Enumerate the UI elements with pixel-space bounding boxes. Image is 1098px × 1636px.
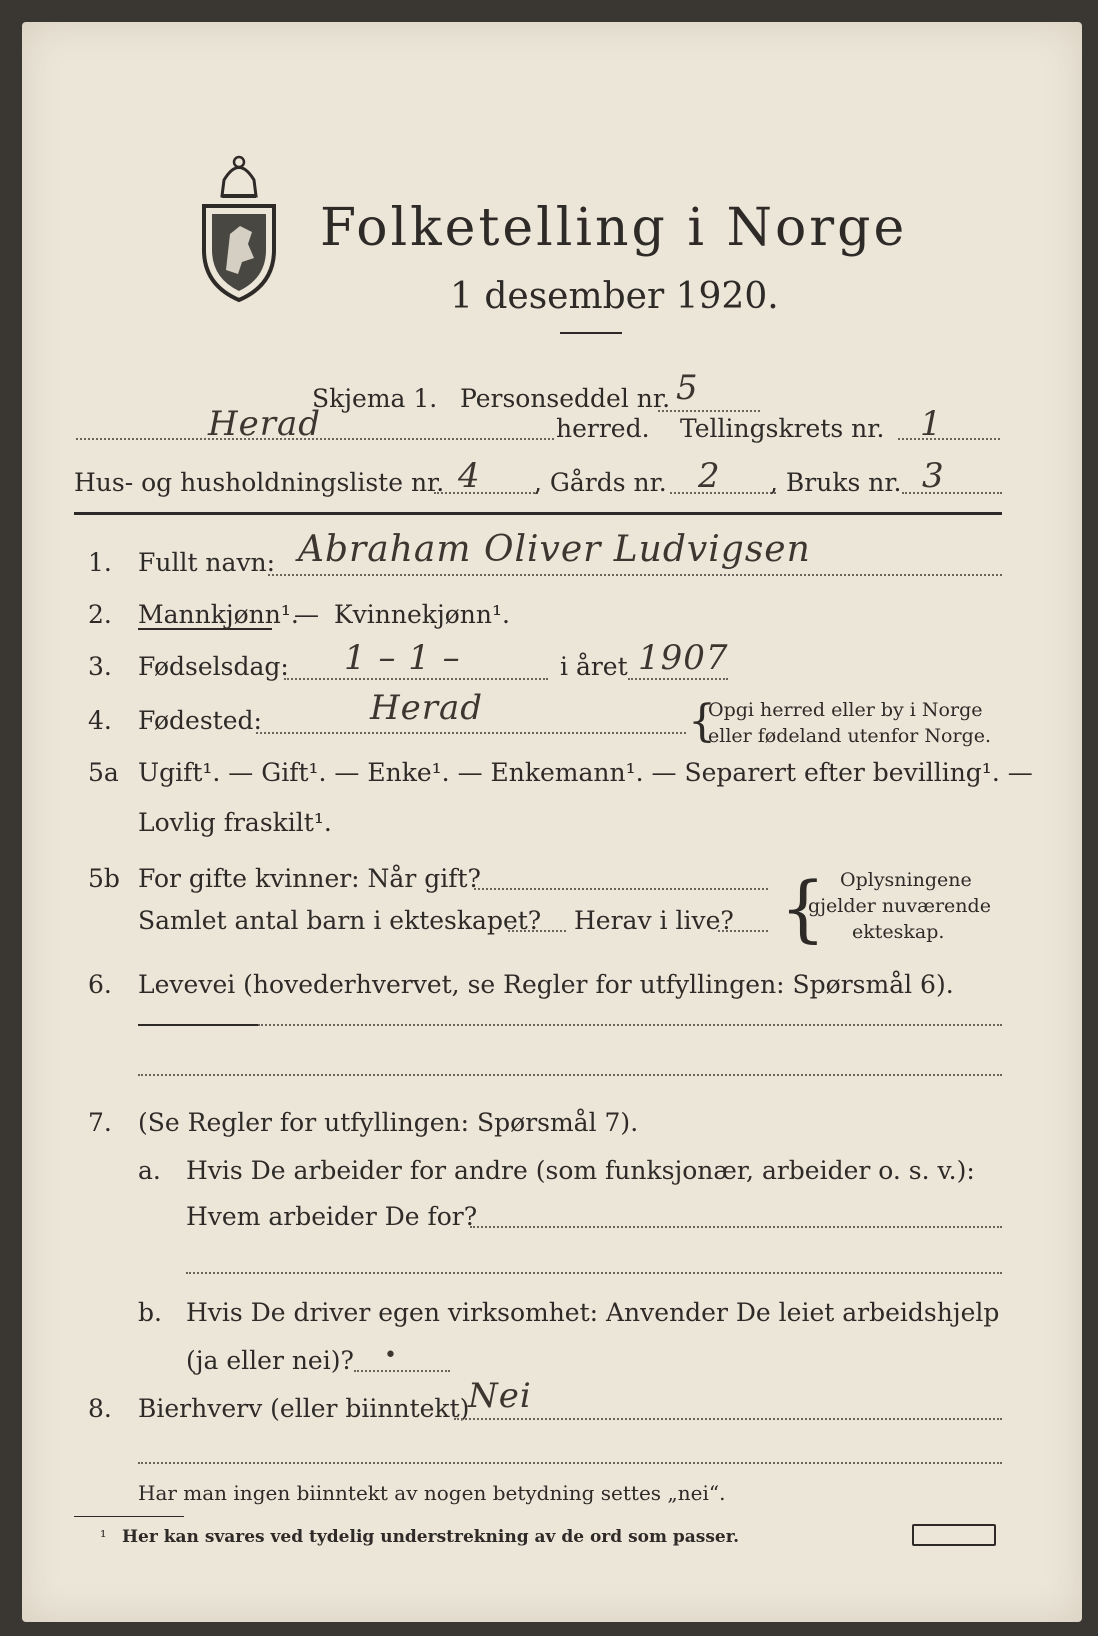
q7-number: 7. — [88, 1108, 112, 1137]
q5b-alive-line — [718, 930, 768, 932]
husholdningsliste-label: Hus- og husholdningsliste nr. — [74, 468, 445, 497]
q7b-line2: (ja eller nei)? — [186, 1346, 354, 1375]
bruks-value[interactable]: 3 — [922, 456, 945, 496]
q6-line1-solid — [138, 1024, 258, 1026]
male-underline — [138, 628, 272, 630]
year-line — [628, 678, 728, 680]
q1-number: 1. — [88, 548, 112, 577]
q3-number: 3. — [88, 652, 112, 681]
q5b-when-married: For gifte kvinner: Når gift? — [138, 864, 481, 893]
bruks-line — [902, 492, 1002, 494]
title-divider — [560, 332, 622, 334]
q5b-children-line — [508, 930, 566, 932]
coat-of-arms-icon — [194, 150, 284, 304]
herred-value[interactable]: Herad — [208, 404, 322, 444]
q5b-note-line1: Oplysningene — [840, 869, 972, 891]
q1-line — [268, 574, 1002, 576]
q8-number: 8. — [88, 1394, 112, 1423]
q3-label: Fødselsdag: — [138, 652, 289, 681]
q7b-answer-value[interactable]: • — [384, 1343, 398, 1368]
q2-number: 2. — [88, 600, 112, 629]
q5b-children-label: Samlet antal barn i ekteskapet? — [138, 906, 542, 935]
footnote-divider — [74, 1516, 184, 1517]
q6-number: 6. — [88, 970, 112, 999]
tellingskrets-value[interactable]: 1 — [920, 404, 943, 444]
q4-line — [256, 732, 686, 734]
full-name-value[interactable]: Abraham Oliver Ludvigsen — [298, 529, 811, 570]
q4-note-line2: eller fødeland utenfor Norge. — [708, 725, 992, 747]
bruks-label: , Bruks nr. — [770, 468, 902, 497]
personseddel-line — [658, 410, 760, 412]
q7b-letter: b. — [138, 1298, 162, 1327]
q8-label: Bierhverv (eller biinntekt) — [138, 1394, 470, 1423]
q4-label: Fødested: — [138, 706, 262, 735]
q2-dash: — — [294, 600, 319, 629]
birthplace-value[interactable]: Herad — [370, 688, 484, 728]
side-income-value[interactable]: Nei — [468, 1376, 532, 1416]
q6-label: Levevei (hovederhvervet, se Regler for utfyllingen: Spørsmål 6). — [138, 970, 954, 999]
personseddel-value[interactable]: 5 — [676, 368, 699, 408]
q5b-number: 5b — [88, 864, 120, 893]
q4-brace: { — [688, 696, 716, 747]
gards-label: , Gårds nr. — [534, 468, 667, 497]
gards-value[interactable]: 2 — [698, 456, 721, 496]
q4-note-line1: Opgi herred eller by i Norge — [708, 699, 983, 721]
printer-stamp — [912, 1524, 996, 1546]
footnote-mark: ¹ — [100, 1527, 107, 1546]
herred-label: herred. — [556, 414, 650, 443]
q7b-answer-line — [354, 1370, 450, 1372]
marital-status-options[interactable]: Ugift¹. — Gift¹. — Enke¹. — Enkemann¹. — Separert efter bevilling¹. — — [138, 758, 1033, 787]
q7a-line2: Hvem arbeider De for? — [186, 1202, 478, 1231]
q5b-note-line2: gjelder nuværende — [808, 895, 991, 917]
q8-line — [454, 1418, 1002, 1420]
tellingskrets-label: Tellingskrets nr. — [680, 414, 885, 443]
q5b-note-line3: ekteskap. — [852, 921, 945, 943]
q7a-line1: Hvis De arbeider for andre (som funksjonær, arbeider o. s. v.): — [186, 1156, 975, 1185]
female-option[interactable]: Kvinnekjønn¹. — [334, 600, 510, 629]
census-date: 1 desember 1920. — [450, 276, 779, 317]
q5a-number: 5a — [88, 758, 119, 787]
footnote-text: Her kan svares ved tydelig understrekning av de ord som passer. — [122, 1527, 740, 1547]
q1-label: Fullt navn: — [138, 548, 276, 577]
q5b-brace: { — [780, 866, 826, 950]
q5b-alive-label: Herav i live? — [574, 906, 734, 935]
income-note: Har man ingen biinntekt av nogen betydning settes „nei“. — [138, 1481, 726, 1505]
q6-line2 — [138, 1074, 1002, 1076]
q7a-answer-line1 — [470, 1226, 1002, 1228]
schema-label: Skjema 1. — [312, 384, 438, 413]
husholdningsliste-value[interactable]: 4 — [458, 456, 481, 496]
male-option[interactable]: Mannkjønn¹. — [138, 600, 299, 629]
page-title: Folketelling i Norge — [320, 198, 908, 258]
q7-label: (Se Regler for utfyllingen: Spørsmål 7). — [138, 1108, 639, 1137]
divorced-option[interactable]: Lovlig fraskilt¹. — [138, 808, 332, 837]
q5b-when-line — [474, 888, 768, 890]
header-divider — [74, 512, 1002, 515]
q4-number: 4. — [88, 706, 112, 735]
q8-line2 — [138, 1462, 1002, 1464]
year-label: i året — [560, 652, 628, 681]
q3-line — [284, 678, 548, 680]
husholdningsliste-line — [434, 492, 538, 494]
gards-line — [670, 492, 776, 494]
q7a-letter: a. — [138, 1156, 161, 1185]
birthday-value[interactable]: 1 – 1 – — [344, 638, 461, 678]
census-form — [22, 22, 1082, 1622]
personseddel-label: Personseddel nr. — [460, 384, 671, 413]
q7a-answer-line2 — [186, 1272, 1002, 1274]
tellingskrets-line — [898, 438, 1000, 440]
birth-year-value[interactable]: 1907 — [638, 638, 729, 678]
q6-line1 — [258, 1024, 1002, 1026]
q7b-line1: Hvis De driver egen virksomhet: Anvender De leiet arbeidshjelp — [186, 1298, 1000, 1327]
